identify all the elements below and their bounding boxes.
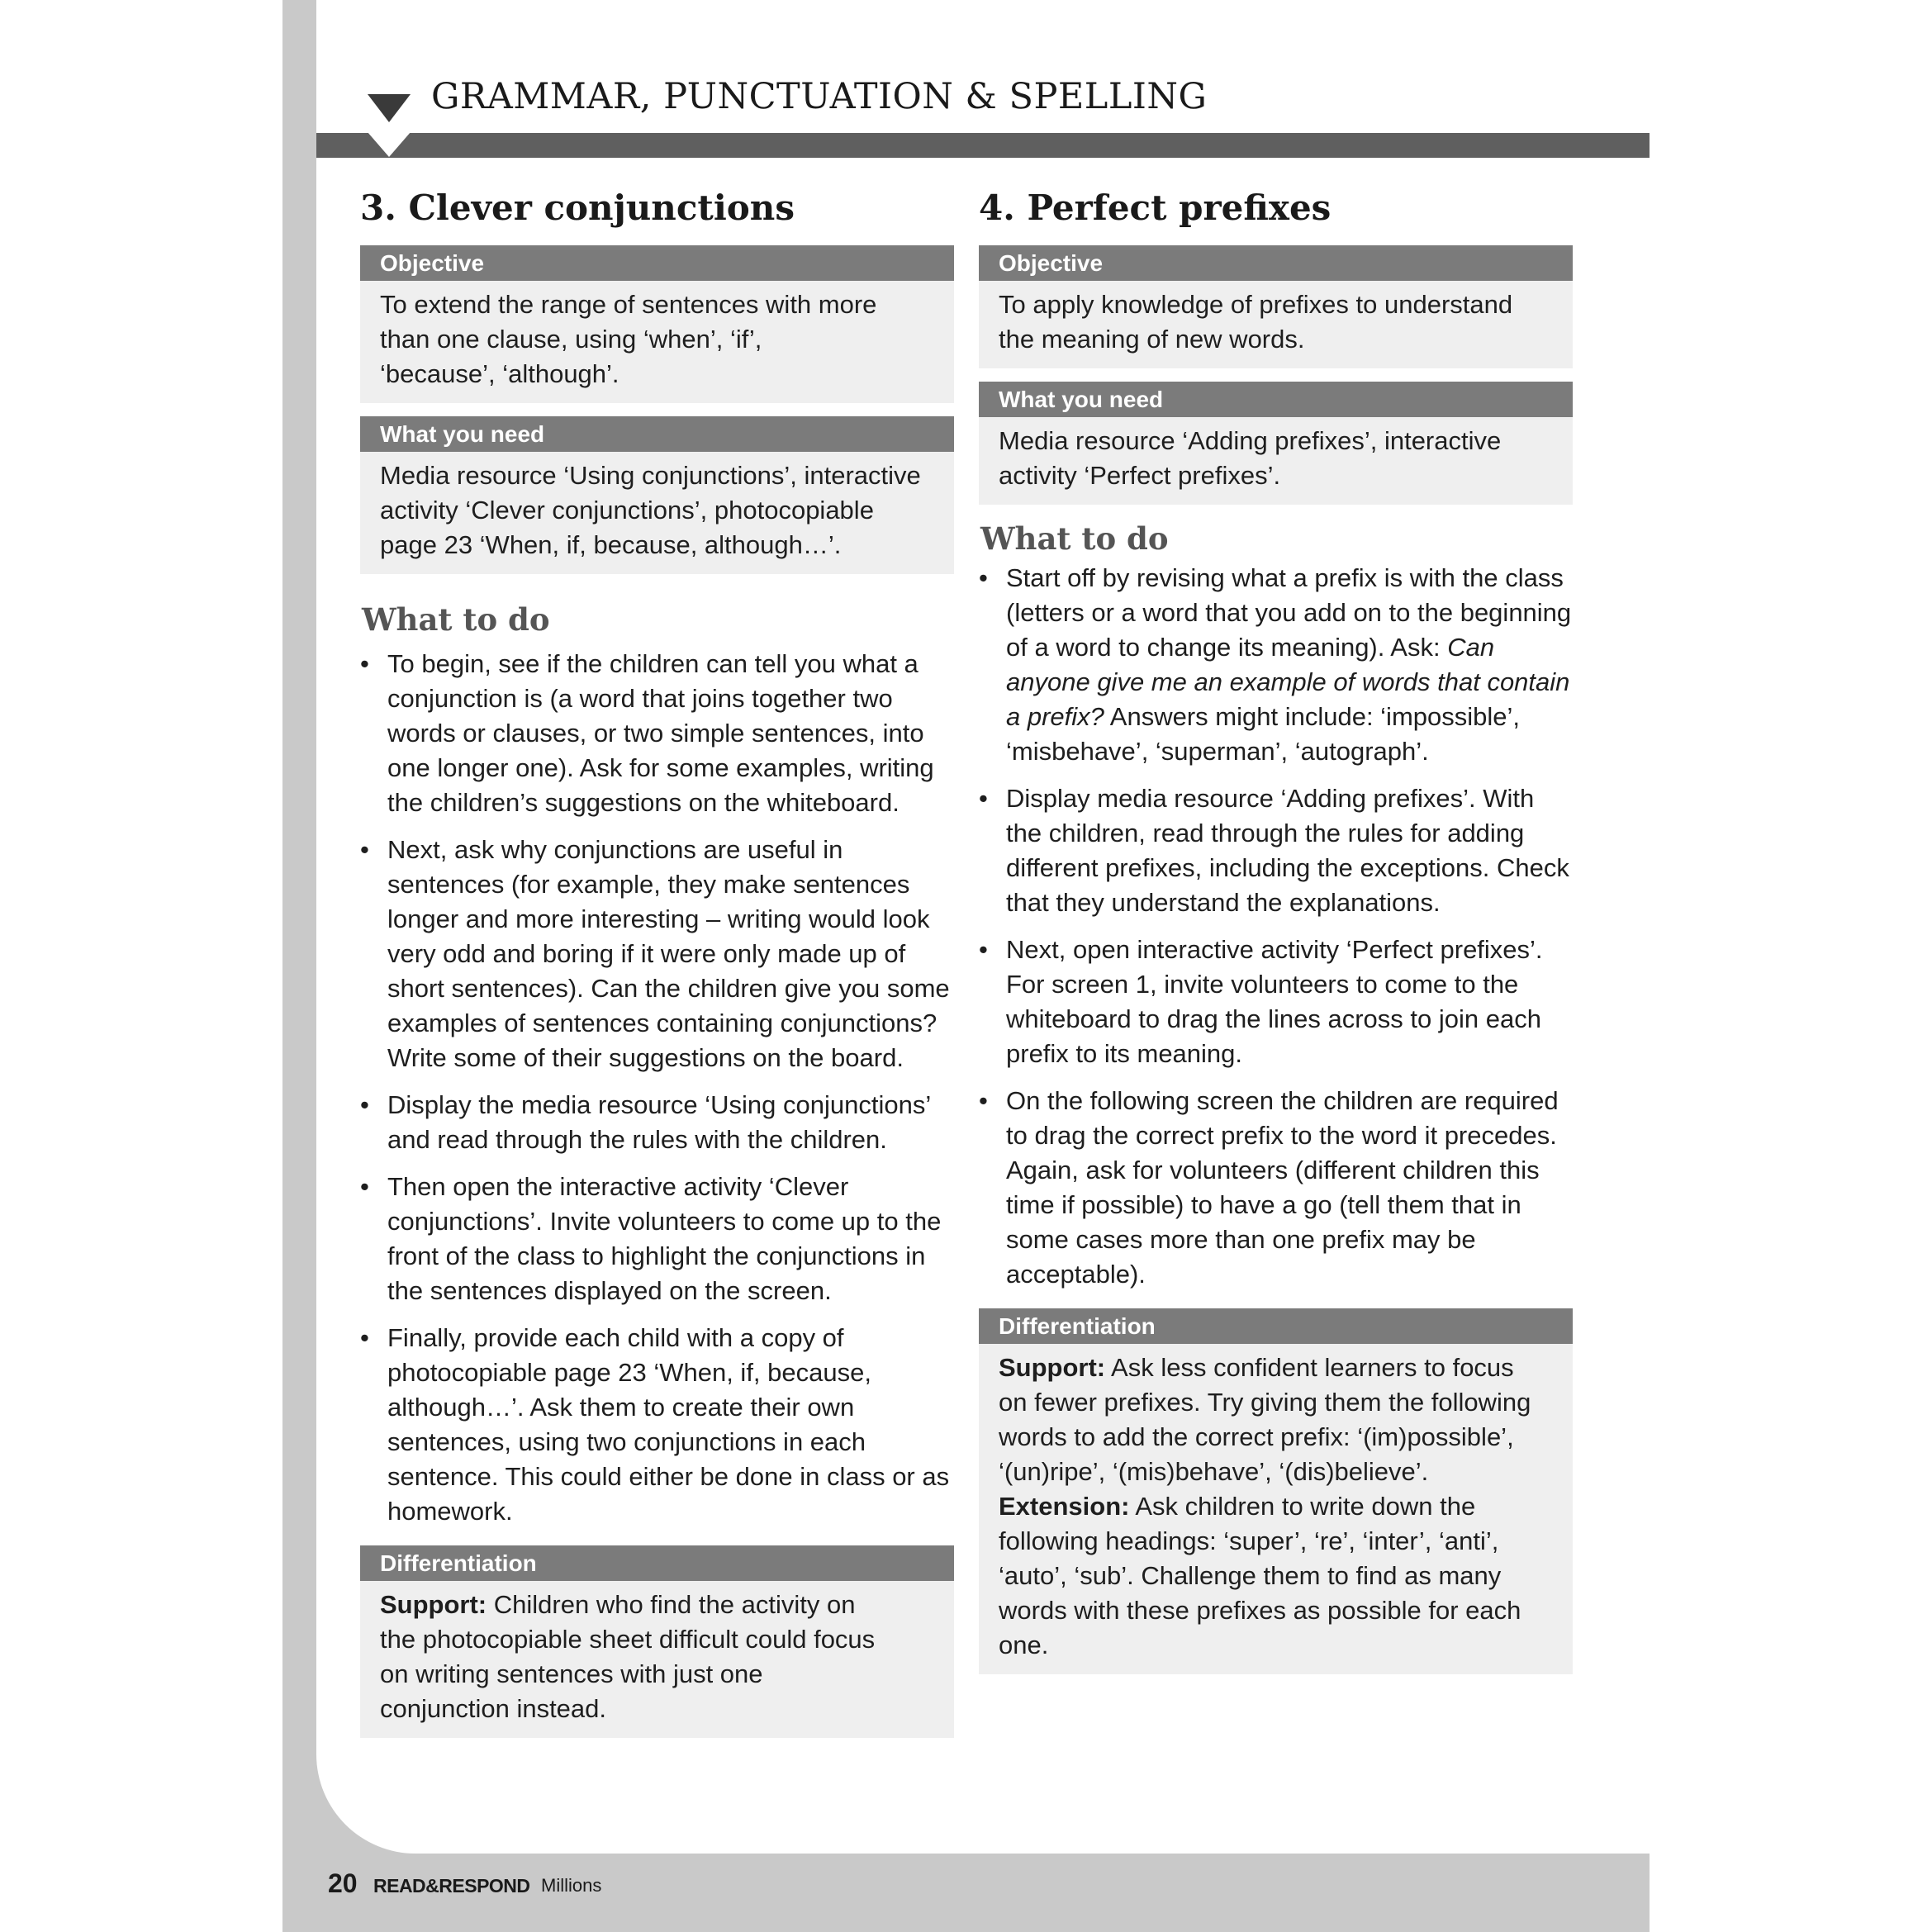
list-item-text: Finally, provide each child with a copy of photocopiable page 23 ‘When, if, because, although…’. Ask them to create their own sentences, using two conjunctions in each sentence. This could either be done in class or as homework.	[387, 1323, 950, 1526]
list-item	[979, 561, 1573, 769]
bullet-icon: •	[979, 784, 988, 813]
list-item	[360, 647, 954, 820]
triangle-down-icon	[368, 94, 411, 122]
what-you-need-heading: What you need	[360, 416, 954, 452]
bullet-icon: •	[360, 1172, 369, 1201]
differentiation-heading: Differentiation	[979, 1308, 1573, 1344]
support-text: Ask less confident learners to focus on fewer prefixes. Try giving them the following words to add the correct prefix: ‘(im)possible’, ‘(un)ripe’, ‘(mis)behave’, ‘(dis)believe’.	[999, 1353, 1531, 1486]
activity-4-column	[979, 186, 1573, 1688]
objective-text: To apply knowledge of prefixes to understand the meaning of new words.	[999, 290, 1513, 354]
what-you-need-heading: What you need	[979, 382, 1573, 417]
list-item-text: To begin, see if the children can tell you what a conjunction is (a word that joins together two words or clauses, or two simple sentences, into one longer one). Ask for some examples, writing the children’s suggestions on the whiteboard.	[387, 649, 934, 817]
list-item-text: Next, ask why conjunctions are useful in sentences (for example, they make sentences longer and more interesting – writing would look very odd and boring if it were only made up of short sentences). Can the children give you some examples of sentences containing conjunctions? Write some of their suggestions on the board.	[387, 835, 950, 1072]
differentiation-text	[360, 1581, 954, 1738]
what-to-do-list	[360, 647, 954, 1529]
what-to-do-heading: What to do	[980, 520, 1169, 557]
activity-3-column	[360, 186, 954, 1751]
list-item-text: Start off by revising what a prefix is with the class (letters or a word that you add on to the beginning of a word to change its meaning). Ask:	[1006, 563, 1572, 662]
header-bar-notch	[368, 132, 411, 157]
bullet-icon: •	[979, 935, 988, 964]
list-item	[360, 1170, 954, 1308]
extension-label: Extension:	[999, 1492, 1130, 1521]
page-number: 20	[328, 1868, 358, 1898]
activity-title: 4. Perfect prefixes	[979, 188, 1332, 228]
objective-text: To extend the range of sentences with more than one clause, using ‘when’, ‘if’, ‘because’, ‘although’.	[380, 290, 877, 388]
list-item	[979, 781, 1573, 920]
bullet-icon: •	[979, 1086, 988, 1115]
bullet-icon: •	[360, 835, 369, 864]
list-item	[360, 1321, 954, 1529]
header-bar	[316, 133, 1650, 158]
objective-heading: Objective	[979, 245, 1573, 281]
differentiation-heading: Differentiation	[360, 1545, 954, 1581]
support-text: Children who find the activity on the photocopiable sheet difficult could focus on writing sentences with just one conjunction instead.	[380, 1590, 876, 1723]
bullet-icon: •	[979, 563, 988, 592]
list-item-text: On the following screen the children are required to drag the correct prefix to the word it precedes. Again, ask for volunteers (different children this time if possible) to have a go (tell them that in some cases more than one prefix may be acceptable).	[1006, 1086, 1559, 1289]
what-you-need-box	[360, 416, 954, 574]
list-item-text: Answers might include: ‘impossible’, ‘misbehave’, ‘superman’, ‘autograph’.	[1006, 702, 1521, 766]
activity-title: 3. Clever conjunctions	[360, 188, 795, 228]
list-item-text: Display the media resource ‘Using conjunctions’ and read through the rules with the children.	[387, 1090, 931, 1154]
list-item	[360, 833, 954, 1075]
list-item	[360, 1088, 954, 1157]
objective-box	[979, 245, 1573, 368]
book-title: Millions	[541, 1875, 602, 1896]
section-header-title: GRAMMAR, PUNCTUATION & SPELLING	[431, 76, 1208, 117]
bullet-icon: •	[360, 1323, 369, 1352]
what-to-do-heading: What to do	[362, 601, 550, 638]
extension-text: Ask children to write down the following headings: ‘super’, ‘re’, ‘inter’, ‘anti’, ‘auto’, ‘sub’. Challenge them to find as many words with these prefixes as possible for each one.	[999, 1492, 1521, 1659]
objective-box	[360, 245, 954, 403]
differentiation-box	[979, 1308, 1573, 1674]
list-item-text: Next, open interactive activity ‘Perfect prefixes’. For screen 1, invite volunteers to come to the whiteboard to drag the lines across to join each prefix to its meaning.	[1006, 935, 1543, 1068]
list-item	[979, 933, 1573, 1071]
what-you-need-text: Media resource ‘Adding prefixes’, interactive activity ‘Perfect prefixes’.	[999, 426, 1502, 490]
bullet-icon: •	[360, 1090, 369, 1119]
objective-heading: Objective	[360, 245, 954, 281]
what-you-need-box	[979, 382, 1573, 505]
differentiation-text	[979, 1344, 1573, 1674]
what-you-need-text: Media resource ‘Using conjunctions’, interactive activity ‘Clever conjunctions’, photocopiable page 23 ‘When, if, because, although…’.	[380, 461, 921, 559]
support-label: Support:	[999, 1353, 1106, 1382]
brand-logo: READ&RESPOND	[373, 1875, 530, 1896]
support-label: Support:	[380, 1590, 487, 1619]
list-item-italic-question: Can anyone give me an example of words that contain a prefix?	[1006, 633, 1570, 731]
what-to-do-list	[979, 561, 1573, 1292]
list-item-text: Then open the interactive activity ‘Clever conjunctions’. Invite volunteers to come up to the front of the class to highlight the conjunctions in the sentences displayed on the screen.	[387, 1172, 942, 1305]
list-item	[979, 1084, 1573, 1292]
list-item-text: Display media resource ‘Adding prefixes’. With the children, read through the rules for adding different prefixes, including the exceptions. Check that they understand the explanations.	[1006, 784, 1569, 917]
differentiation-box	[360, 1545, 954, 1738]
bullet-icon: •	[360, 649, 369, 678]
